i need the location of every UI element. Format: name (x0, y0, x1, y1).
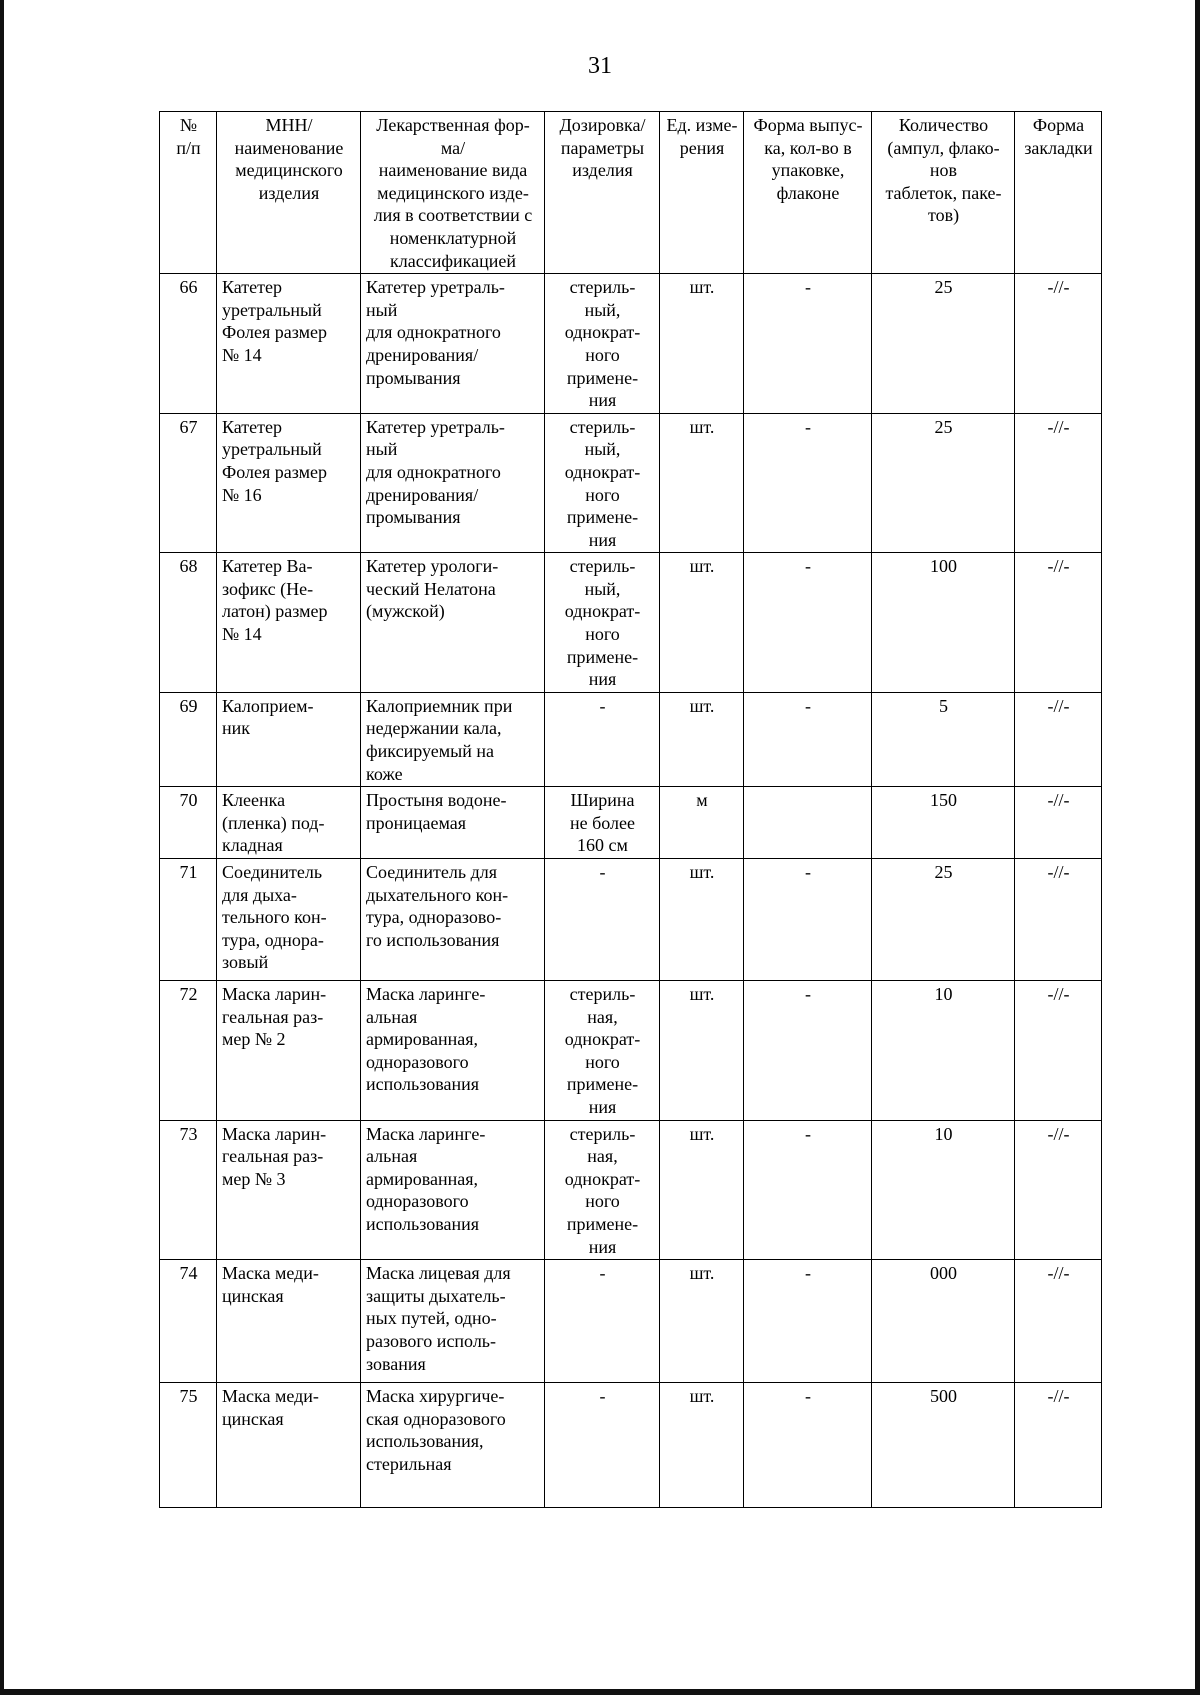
row-dosage: стериль- ная, однократ- ного примене- ния (545, 1120, 660, 1260)
row-unit: м (660, 787, 744, 859)
page-number: 31 (588, 53, 612, 79)
header-tab-form: Форма закладки (1015, 112, 1102, 274)
row-quantity: 10 (872, 1120, 1015, 1260)
row-dosage: Ширина не более 160 см (545, 787, 660, 859)
table-row (160, 1260, 1102, 1383)
row-quantity: 25 (872, 274, 1015, 414)
row-unit: шт. (660, 553, 744, 693)
row-package: - (744, 1260, 872, 1383)
row-quantity: 10 (872, 981, 1015, 1121)
row-name: Катетер Ва- зофикс (Не- латон) размер № 14 (217, 553, 361, 693)
table-row (160, 859, 1102, 981)
row-unit: шт. (660, 1120, 744, 1260)
header-dosage: Дозировка/ параметры изделия (545, 112, 660, 274)
row-quantity: 25 (872, 413, 1015, 553)
row-form: Катетер уретраль- ный для однократного дренирования/ промывания (361, 274, 545, 414)
row-unit: шт. (660, 1383, 744, 1508)
header-quantity: Количество (ампул, флако- нов таблеток, паке- тов) (872, 112, 1015, 274)
table-row (160, 692, 1102, 786)
row-unit: шт. (660, 413, 744, 553)
row-tab-form: -//- (1015, 981, 1102, 1121)
row-package (744, 787, 872, 859)
row-num: 67 (160, 413, 217, 553)
row-form: Простыня водоне- проницаемая (361, 787, 545, 859)
header-row (160, 112, 1102, 274)
row-num: 75 (160, 1383, 217, 1508)
row-name: Маска ларин- геальная раз- мер № 2 (217, 981, 361, 1121)
row-form: Маска ларинге- альная армированная, одноразового использования (361, 981, 545, 1121)
row-tab-form: -//- (1015, 413, 1102, 553)
row-tab-form: -//- (1015, 692, 1102, 786)
row-name: Соединитель для дыха- тельного кон- тура, однора- зовый (217, 859, 361, 981)
row-num: 70 (160, 787, 217, 859)
row-quantity: 150 (872, 787, 1015, 859)
scan-edge-bottom (0, 1689, 1200, 1695)
table-row (160, 413, 1102, 553)
row-unit: шт. (660, 859, 744, 981)
header-package: Форма выпус- ка, кол-во в упаковке, флаконе (744, 112, 872, 274)
row-quantity: 25 (872, 859, 1015, 981)
row-quantity: 100 (872, 553, 1015, 693)
header-inn: МНН/ наименование медицинского изделия (217, 112, 361, 274)
header-unit: Ед. изме- рения (660, 112, 744, 274)
row-form: Соединитель для дыхательного кон- тура, одноразово- го использования (361, 859, 545, 981)
row-package: - (744, 981, 872, 1121)
row-package: - (744, 1383, 872, 1508)
scan-edge-left (0, 0, 4, 1695)
row-unit: шт. (660, 274, 744, 414)
row-num: 69 (160, 692, 217, 786)
row-tab-form: -//- (1015, 1120, 1102, 1260)
row-name: Маска ларин- геальная раз- мер № 3 (217, 1120, 361, 1260)
row-dosage: - (545, 692, 660, 786)
row-num: 73 (160, 1120, 217, 1260)
row-num: 66 (160, 274, 217, 414)
row-tab-form: -//- (1015, 1383, 1102, 1508)
row-form: Катетер уретраль- ный для однократного дренирования/ промывания (361, 413, 545, 553)
row-num: 71 (160, 859, 217, 981)
row-quantity: 500 (872, 1383, 1015, 1508)
header-form: Лекарственная фор- ма/ наименование вида медицинского изде- лия в соответствии с номенклатурной классификацией (361, 112, 545, 274)
medical-supplies-table (159, 111, 1102, 1508)
row-unit: шт. (660, 981, 744, 1121)
row-name: Катетер уретральный Фолея размер № 14 (217, 274, 361, 414)
row-form: Маска ларинге- альная армированная, одноразового использования (361, 1120, 545, 1260)
header-num: № п/п (160, 112, 217, 274)
row-unit: шт. (660, 1260, 744, 1383)
row-tab-form: -//- (1015, 1260, 1102, 1383)
row-dosage: стериль- ный, однократ- ного примене- ния (545, 553, 660, 693)
row-quantity: 5 (872, 692, 1015, 786)
row-name: Калоприем- ник (217, 692, 361, 786)
row-package: - (744, 859, 872, 981)
row-dosage: - (545, 1383, 660, 1508)
row-num: 68 (160, 553, 217, 693)
row-package: - (744, 274, 872, 414)
row-unit: шт. (660, 692, 744, 786)
row-num: 74 (160, 1260, 217, 1383)
table-row (160, 1383, 1102, 1508)
scan-edge-right (1195, 0, 1200, 1695)
row-dosage: стериль- ный, однократ- ного примене- ния (545, 274, 660, 414)
table-row (160, 787, 1102, 859)
row-package: - (744, 413, 872, 553)
row-form: Калоприемник при недержании кала, фиксируемый на коже (361, 692, 545, 786)
row-package: - (744, 1120, 872, 1260)
row-package: - (744, 692, 872, 786)
row-tab-form: -//- (1015, 859, 1102, 981)
row-tab-form: -//- (1015, 787, 1102, 859)
table-row (160, 553, 1102, 693)
row-dosage: стериль- ная, однократ- ного примене- ния (545, 981, 660, 1121)
row-tab-form: -//- (1015, 274, 1102, 414)
row-package: - (744, 553, 872, 693)
table-row (160, 1120, 1102, 1260)
table-row (160, 274, 1102, 414)
row-dosage: - (545, 859, 660, 981)
row-form: Маска хирургиче- ская одноразового использования, стерильная (361, 1383, 545, 1508)
row-name: Маска меди- цинская (217, 1383, 361, 1508)
row-num: 72 (160, 981, 217, 1121)
row-name: Маска меди- цинская (217, 1260, 361, 1383)
row-dosage: стериль- ный, однократ- ного примене- ния (545, 413, 660, 553)
row-form: Катетер урологи- ческий Нелатона (мужской) (361, 553, 545, 693)
row-quantity: 000 (872, 1260, 1015, 1383)
row-tab-form: -//- (1015, 553, 1102, 693)
row-name: Клеенка (пленка) под- кладная (217, 787, 361, 859)
row-dosage: - (545, 1260, 660, 1383)
table-row (160, 981, 1102, 1121)
row-form: Маска лицевая для защиты дыхатель- ных путей, одно- разового исполь- зования (361, 1260, 545, 1383)
row-name: Катетер уретральный Фолея размер № 16 (217, 413, 361, 553)
